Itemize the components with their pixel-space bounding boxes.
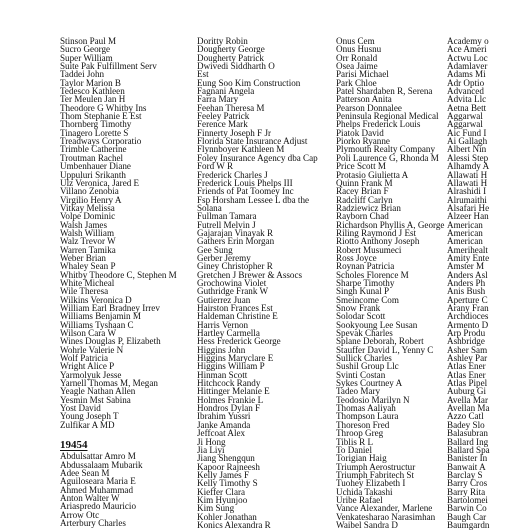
name-entry: Friends of Pat Toomey Inc bbox=[197, 186, 294, 197]
name-entry: Riotto Anthony Joseph bbox=[336, 236, 420, 247]
name-entry: Wright Alice P bbox=[60, 361, 115, 372]
name-entry: Ace Ameri bbox=[447, 44, 487, 55]
name-entry: William Earl Bradney Irrev bbox=[60, 303, 160, 313]
name-entry: Armento D bbox=[447, 319, 489, 330]
name-entry: Parisi Michael bbox=[336, 69, 389, 80]
name-entry: Dwivedi Siddharth O bbox=[197, 61, 275, 72]
name-entry: Suite Pak Fulfillment Serv bbox=[60, 61, 157, 72]
name-entry: Ballard Ing bbox=[447, 436, 489, 447]
name-entry: Sookyoung Lee Susan bbox=[336, 319, 418, 330]
name-entry: Advanced bbox=[447, 86, 484, 97]
name-entry: Wines Douglas P, Elizabeth bbox=[60, 336, 161, 347]
name-entry: Yarnell Thomas M, Megan bbox=[60, 378, 158, 389]
name-entry: Albert Nin bbox=[447, 144, 487, 155]
name-entry: Theodore G Whitby Ins bbox=[60, 102, 147, 113]
name-entry: Ibrahim Yussri bbox=[197, 411, 251, 422]
name-entry: Anis Bush bbox=[447, 286, 486, 297]
name-entry: Ji Hong bbox=[197, 436, 226, 447]
name-entry: Fullman Tamara bbox=[197, 211, 257, 222]
name-entry: Walsh William bbox=[60, 227, 115, 238]
name-entry: Ter Meulen Jan H bbox=[60, 94, 126, 105]
name-entry: Solodar Scott bbox=[336, 311, 386, 322]
name-entry: Park Chloe bbox=[336, 77, 377, 88]
name-entry: Throop Greg bbox=[336, 428, 384, 439]
name-entry: Piorko Ryanne bbox=[336, 136, 390, 147]
name-entry: Orr Ronald bbox=[336, 52, 378, 63]
name-entry: Uchida Takashi bbox=[336, 486, 393, 497]
name-entry: Tedesco Kathleen bbox=[60, 86, 125, 97]
name-entry: Grochowina Violet bbox=[197, 277, 267, 288]
name-entry: Onus Husnu bbox=[336, 44, 382, 55]
name-entry: Vance Alexander, Marlene bbox=[336, 503, 433, 514]
name-entry: Kohler Jonathan bbox=[197, 511, 257, 522]
name-entry: Wolf Patricia bbox=[60, 353, 109, 364]
name-entry: Tiblis R L bbox=[336, 436, 374, 447]
name-entry: Ballard Spa bbox=[447, 444, 490, 455]
name-entry: Atlas Ener bbox=[447, 369, 486, 380]
name-entry: Amity Ente bbox=[447, 252, 490, 263]
name-entry: Atlas Pipel bbox=[447, 378, 488, 389]
name-entry: Triumph Aerostructur bbox=[336, 461, 416, 472]
name-entry: Thompson Laura bbox=[336, 411, 399, 422]
name-entry: Alsafari He bbox=[447, 202, 490, 213]
name-entry: Hitchcock Randy bbox=[197, 378, 261, 389]
name-entry: Yeagle Nathan Allen bbox=[60, 386, 136, 397]
name-entry: Richardson Phyllis A, George bbox=[336, 219, 445, 230]
name-entry: American bbox=[447, 227, 483, 238]
name-entry: Alessi Step bbox=[447, 152, 489, 163]
name-entry: Warren Tamika bbox=[60, 244, 116, 255]
name-entry: Uppuluri Srikanth bbox=[60, 169, 126, 180]
name-entry: Gajarajan Vinayak R bbox=[197, 227, 274, 238]
name-entry: Arrow Otc bbox=[60, 509, 100, 520]
name-entry: Roynan Patricia bbox=[336, 261, 395, 272]
name-entry: Ashbridge bbox=[447, 336, 485, 347]
name-entry: Futrell Melvin J bbox=[197, 219, 256, 230]
name-entry: Feehan Theresa M bbox=[197, 102, 265, 113]
name-entry: Hartley Carmella bbox=[197, 328, 260, 339]
name-entry: Super William bbox=[60, 52, 113, 63]
zip-code-heading: 19454 bbox=[60, 439, 88, 452]
name-entry: Alrumaithi bbox=[447, 194, 487, 205]
name-entry: Price Scott M bbox=[336, 161, 387, 172]
name-entry: Adamlaver bbox=[447, 61, 488, 72]
name-entry: Jiang Shengqun bbox=[197, 453, 255, 464]
name-entry: Finnerty Joseph F Jr bbox=[197, 127, 272, 138]
name-entry: Patterson Anita bbox=[336, 94, 392, 105]
name-entry: Gathers Erin Morgan bbox=[197, 236, 275, 247]
name-entry: Arany Fran bbox=[447, 303, 489, 313]
name-entry: Wilkins Veronica D bbox=[60, 294, 132, 305]
name-entry: Svinti Costan bbox=[336, 369, 386, 380]
name-entry: Williams Tyshaan C bbox=[60, 319, 134, 330]
name-entry: Peninsula Regional Medical bbox=[336, 111, 439, 122]
name-entry: Abdulsattar Amro M bbox=[60, 451, 136, 462]
name-entry: Baumgardn bbox=[447, 519, 490, 530]
name-entry: Pearson Donnalee bbox=[336, 102, 402, 113]
name-entry: Poli Laurence G, Rhonda M bbox=[336, 152, 439, 163]
name-entry: Adams Mi bbox=[447, 69, 486, 80]
name-entry: Williams Benjamin M bbox=[60, 311, 141, 322]
name-entry: Riling Raymond J Est bbox=[336, 227, 417, 238]
name-entry: Gutierrez Juan bbox=[197, 294, 251, 305]
name-entry: Azzo Catl bbox=[447, 411, 484, 422]
name-entry: Avella Mar bbox=[447, 394, 488, 405]
name-entry: Higgins William P bbox=[197, 361, 265, 372]
name-entry: Barclay S bbox=[447, 469, 483, 480]
name-entry: Sullick Charles bbox=[336, 353, 392, 364]
name-entry: Umbenhauer Diane bbox=[60, 161, 131, 172]
name-entry: Foley Insurance Agency dba Cap bbox=[197, 152, 318, 163]
name-entry: Anton Walter W bbox=[60, 492, 120, 503]
name-entry: Feeley Patrick bbox=[197, 111, 250, 122]
name-entry: Thornberg Timothy bbox=[60, 119, 132, 130]
name-entry: Villano Zenobia bbox=[60, 186, 119, 197]
name-entry: Barry Rita bbox=[447, 486, 486, 497]
name-entry: Higgins Maryclare E bbox=[197, 353, 274, 364]
name-entry: Treadways Corporatio bbox=[60, 136, 142, 147]
name-entry: Kim Hyunjoo bbox=[197, 494, 248, 505]
name-entry: Splane Deborah, Robert bbox=[336, 336, 424, 347]
name-entry: Uribe Rafael bbox=[336, 494, 383, 505]
name-entry: Troutman Rachel bbox=[60, 152, 124, 163]
name-entry: White Micheal bbox=[60, 277, 115, 288]
name-entry: Jia Liyi bbox=[197, 444, 225, 455]
name-entry: Ashley Par bbox=[447, 353, 488, 364]
name-entry: Alhamdy A bbox=[447, 161, 490, 172]
name-entry: Arp Produ bbox=[447, 328, 486, 339]
name-entry: Wilson Cara W bbox=[60, 328, 117, 339]
name-entry: Thomas Aaliyah bbox=[336, 403, 396, 414]
name-entry: Fsp Horsham Lessee L dba the bbox=[197, 194, 310, 205]
name-entry: Zulfikar A MD bbox=[60, 419, 115, 430]
name-entry: To Daniel bbox=[336, 444, 372, 455]
name-entry: Wile Theresa bbox=[60, 286, 109, 297]
name-entry: Dougherty George bbox=[197, 44, 265, 55]
name-entry: Aperture C bbox=[447, 294, 488, 305]
name-entry: Plymouth Realty Company bbox=[336, 144, 436, 155]
name-entry: Aggarwal bbox=[447, 111, 483, 122]
name-entry: Yarmolyuk Jesse bbox=[60, 369, 122, 380]
name-entry: Radcliff Carlyn bbox=[336, 194, 393, 205]
name-entry: Sharpe Timothy bbox=[336, 277, 395, 288]
name-entry: Avellan Ma bbox=[447, 403, 490, 414]
name-entry: Auburg Gi bbox=[447, 386, 486, 397]
name-entry: Higgins John bbox=[197, 344, 246, 355]
name-entry: Walz Trevor W bbox=[60, 236, 116, 247]
name-entry: Sushil Group Llc bbox=[336, 361, 399, 372]
name-entry: Volpe Dominic bbox=[60, 211, 116, 222]
name-entry: Venkatesharao Narasimhan bbox=[336, 511, 436, 522]
name-entry: Hondros Dylan F bbox=[197, 403, 261, 414]
name-entry: Fagnani Angela bbox=[197, 86, 255, 97]
name-entry: Patel Shardaben R, Serena bbox=[336, 86, 433, 97]
name-entry: Allawati H bbox=[447, 177, 488, 188]
name-entry: Konics Alexandra R bbox=[197, 519, 271, 530]
name-entry: Ference Mark bbox=[197, 119, 248, 130]
name-entry: Dougherty Patrick bbox=[197, 52, 264, 63]
name-entry: Singh Kunal P bbox=[336, 286, 390, 297]
name-entry: Snow Frank bbox=[336, 303, 381, 313]
name-entry: Amster M bbox=[447, 261, 485, 272]
name-entry: Anders Asl bbox=[447, 269, 488, 280]
name-entry: Aguiloseara Maria E bbox=[60, 476, 136, 487]
name-entry: Racey Brian F bbox=[336, 186, 389, 197]
name-entry: Atlas Ener bbox=[447, 361, 486, 372]
name-entry: Torigian Haig bbox=[336, 453, 387, 464]
name-entry: Whaley Sean P bbox=[60, 261, 116, 272]
name-entry: Guthridge Frank W bbox=[197, 286, 269, 297]
name-entry: Kim Sung bbox=[197, 503, 235, 514]
name-entry: Actwu Loc bbox=[447, 52, 488, 63]
name-entry: Taylor Marion B bbox=[60, 77, 121, 88]
name-entry: Sucro George bbox=[60, 44, 111, 55]
name-entry: Balasubran bbox=[447, 428, 488, 439]
name-entry: Alzeer Han bbox=[447, 211, 489, 222]
name-entry: Piatok David bbox=[336, 127, 384, 138]
name-entry: Archdioces bbox=[447, 311, 489, 322]
name-entry: Wohrle Valerie N bbox=[60, 344, 124, 355]
name-entry: Kelly James F bbox=[197, 469, 250, 480]
name-column-4 bbox=[447, 37, 512, 529]
name-entry: Virgilio Henry A bbox=[60, 194, 122, 205]
name-entry: Aetna Bett bbox=[447, 102, 487, 113]
name-entry: Yost David bbox=[60, 403, 101, 414]
name-entry: Gerber Jeremy bbox=[197, 252, 251, 263]
name-entry: Barry Cros bbox=[447, 478, 488, 489]
name-entry: Stauffer David L, Yenny C bbox=[336, 344, 434, 355]
name-entry: Trimble Catherine bbox=[60, 144, 127, 155]
name-entry: Barwin Co bbox=[447, 503, 487, 514]
name-entry: Flynnboyer Kathleen M bbox=[197, 144, 285, 155]
name-entry: Smeincome Com bbox=[336, 294, 399, 305]
name-entry: Solana bbox=[197, 202, 222, 213]
name-entry: Osea Jaime bbox=[336, 61, 378, 72]
name-entry: Hairston Frances Est bbox=[197, 303, 273, 313]
name-entry: Weber Brian bbox=[60, 252, 106, 263]
name-entry: Hinman Scott bbox=[197, 369, 248, 380]
name-entry: Jeffcoat Alex bbox=[197, 428, 246, 439]
name-entry: Frederick Charles J bbox=[197, 169, 268, 180]
name-entry: Academy o bbox=[447, 36, 489, 46]
name-entry: Eung Soo Kim Construction bbox=[197, 77, 301, 88]
name-entry: Protasio Giulietta A bbox=[336, 169, 409, 180]
name-entry: Asher Sam bbox=[447, 344, 488, 355]
name-entry: Alrashidi I bbox=[447, 186, 487, 197]
name-entry: Tadeo Mary bbox=[336, 386, 381, 397]
name-entry: Ai Gallagh bbox=[447, 136, 488, 147]
name-entry: Hittinger Melanie E bbox=[197, 386, 270, 397]
name-entry: Anders Ph bbox=[447, 277, 486, 288]
name-entry: Farra Mary bbox=[197, 94, 239, 105]
name-entry: Haldeman Christine E bbox=[197, 311, 278, 322]
name-entry: Bartolomei bbox=[447, 494, 488, 505]
name-column-2 bbox=[197, 37, 332, 529]
name-entry: Walsh James bbox=[60, 219, 108, 230]
name-entry: Ford W R bbox=[197, 161, 234, 172]
name-entry: Tuohey Elizabeth I bbox=[336, 478, 406, 489]
name-column-3 bbox=[336, 37, 446, 529]
name-entry: Gretchen J Brewer & Assocs bbox=[197, 269, 303, 280]
name-entry: Whitby Theodore C, Stephen M bbox=[60, 269, 177, 280]
name-entry: Est bbox=[197, 69, 209, 80]
name-entry: Banister In bbox=[447, 453, 488, 464]
name-entry: Ahmed Muhammad bbox=[60, 484, 133, 495]
name-entry: Sykes Courtney A bbox=[336, 378, 403, 389]
name-entry: Badey Slo bbox=[447, 419, 485, 430]
name-entry: Ulz Veronica, Jared E bbox=[60, 177, 140, 188]
name-entry: Arterbury Charles bbox=[60, 517, 126, 528]
name-entry: Stinson Paul M bbox=[60, 36, 117, 46]
name-entry: Aic Fund I bbox=[447, 127, 487, 138]
name-entry: Frederick Louis Phelps III bbox=[197, 177, 293, 188]
name-entry: Doritty Robin bbox=[197, 36, 248, 46]
name-entry: Janke Amanda bbox=[197, 419, 251, 430]
name-entry: Spevak Charles bbox=[336, 328, 393, 339]
name-entry: Radziewicz Brian bbox=[336, 202, 401, 213]
name-entry: Ariaspredo Mauricio bbox=[60, 501, 137, 512]
name-entry: Holmes Frankie L bbox=[197, 394, 264, 405]
name-entry: Gee Sung bbox=[197, 244, 233, 255]
name-entry: Advita Llc bbox=[447, 94, 487, 105]
name-entry: Kelly Timothy S bbox=[197, 478, 258, 489]
name-entry: Taddei John bbox=[60, 69, 105, 80]
name-entry: Adee Sean M bbox=[60, 467, 110, 478]
name-entry: Giney Christopher R bbox=[197, 261, 273, 272]
name-entry: Allawati H bbox=[447, 169, 488, 180]
name-entry: Harris Vernon bbox=[197, 319, 249, 330]
name-entry: Abdussalaam Mubarik bbox=[60, 459, 143, 470]
name-entry: Scholes Florence M bbox=[336, 269, 409, 280]
name-entry: Robert Musumeci bbox=[336, 244, 402, 255]
name-entry: Aggarwal bbox=[447, 119, 483, 130]
name-entry: Young Joseph T bbox=[60, 411, 119, 422]
name-entry: Quinn Frank M bbox=[336, 177, 393, 188]
name-entry: Hess Frederick George bbox=[197, 336, 281, 347]
name-entry: Kieffer Clara bbox=[197, 486, 246, 497]
name-entry: Phelps Frederick Louis bbox=[336, 119, 421, 130]
name-entry: Thom Stephanie E Est bbox=[60, 111, 142, 122]
name-entry: Banwait A bbox=[447, 461, 486, 472]
name-entry: Vitkay Melissa bbox=[60, 202, 115, 213]
name-column-1 bbox=[60, 37, 192, 527]
name-entry: Onus Cem bbox=[336, 36, 375, 46]
name-entry: Waibel Sandra D bbox=[336, 519, 398, 530]
name-entry: Baugh Car bbox=[447, 511, 487, 522]
name-entry: Thoreson Fred bbox=[336, 419, 390, 430]
name-entry: Ross Joyce bbox=[336, 252, 377, 263]
name-entry: American bbox=[447, 236, 483, 247]
name-entry: Amerihealt bbox=[447, 244, 488, 255]
name-entry: American bbox=[447, 219, 483, 230]
name-entry: Triumph Fabritech St bbox=[336, 469, 414, 480]
name-entry: Kapoor Rajneesh bbox=[197, 461, 260, 472]
name-entry: Yesmin Mst Sabina bbox=[60, 394, 131, 405]
name-entry: Rayborn Chad bbox=[336, 211, 389, 222]
name-entry: Adr Optio bbox=[447, 77, 485, 88]
name-entry: Teodosio Marilyn N bbox=[336, 394, 410, 405]
name-entry: Florida State Insurance Adjust bbox=[197, 136, 308, 147]
name-entry: Tinagero Lorette S bbox=[60, 127, 129, 138]
